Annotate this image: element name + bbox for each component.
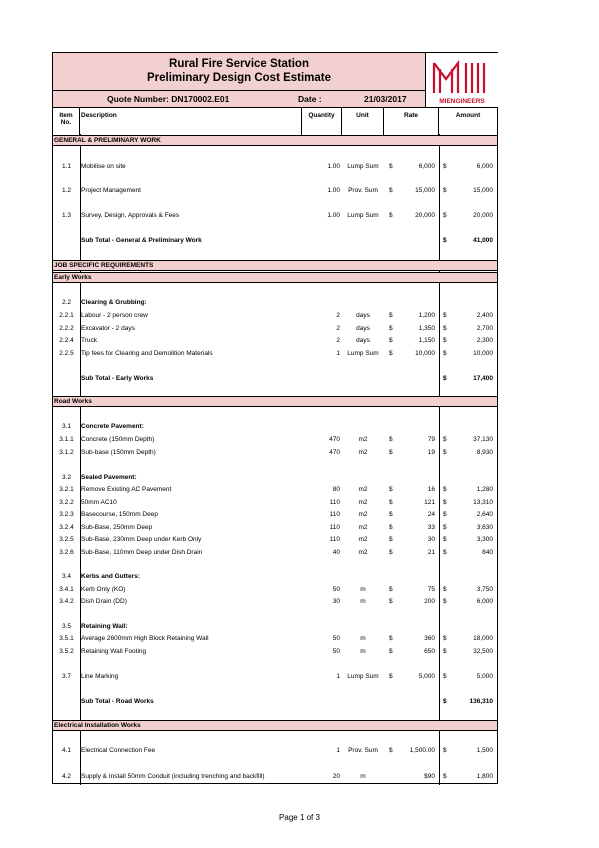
item-quantity: 2 — [336, 312, 340, 319]
subtotal-row — [53, 373, 497, 385]
table-row — [53, 472, 497, 484]
item-number: 3.1 — [61, 423, 72, 430]
item-amount: 41,000 — [473, 237, 493, 244]
item-unit: m2 — [358, 499, 368, 506]
item-rate: 6,000 — [418, 163, 435, 170]
amount-currency: $ — [443, 511, 447, 518]
item-quantity: 80 — [332, 486, 340, 493]
item-description: Average 2600mm High Block Retaining Wall — [81, 635, 209, 642]
item-quantity: 110 — [329, 524, 340, 531]
item-quantity: 50 — [332, 635, 340, 642]
subtotal-row — [53, 235, 497, 247]
item-number: 3.2.2 — [59, 499, 74, 506]
item-number: 1.2 — [61, 187, 72, 194]
rate-currency: $ — [389, 436, 393, 443]
rate-currency: $ — [389, 486, 393, 493]
item-unit: m2 — [358, 436, 368, 443]
rate-currency: $ — [389, 312, 393, 319]
item-description: Kerb Only (KO) — [81, 586, 126, 593]
col-item-label-2: No. — [60, 119, 72, 126]
rate-currency: $ — [389, 511, 393, 518]
item-number: 3.4.2 — [59, 598, 74, 605]
item-number: 4.2 — [61, 773, 72, 780]
item-description: Sub Total - General & Preliminary Work — [81, 237, 202, 244]
item-description: Retaining Wall: — [81, 623, 128, 630]
item-quantity: 30 — [332, 598, 340, 605]
item-description: Clearing & Grubbing: — [81, 299, 147, 306]
item-description: Electrical Connection Fee — [81, 747, 156, 754]
item-number: 3.2.3 — [59, 511, 74, 518]
item-description: Retaining Wall Footing — [81, 648, 147, 655]
date-value: 21/03/2017 — [364, 94, 407, 104]
item-amount: 1,500 — [476, 747, 493, 754]
quote-number: Quote Number: DN170002.E01 — [107, 94, 230, 104]
item-number: 1.1 — [61, 163, 72, 170]
item-unit: days — [356, 337, 370, 344]
amount-currency: $ — [443, 237, 447, 244]
item-unit: days — [356, 312, 370, 319]
table-row — [53, 185, 497, 197]
item-rate: 200 — [424, 598, 435, 605]
logo-mark-icon — [426, 53, 498, 107]
table-row — [53, 671, 497, 683]
item-number: 3.5.2 — [59, 648, 74, 655]
rate-currency: $ — [389, 449, 393, 456]
item-amount: 1,800 — [476, 773, 493, 780]
amount-currency: $ — [443, 312, 447, 319]
section-early-works: Early Works — [53, 272, 497, 283]
item-quantity: 110 — [329, 536, 340, 543]
item-rate: 19 — [427, 449, 435, 456]
rate-currency: $ — [389, 648, 393, 655]
item-description: Sub Total - Early Works — [81, 375, 154, 382]
item-number: 3.4.1 — [59, 586, 74, 593]
quote-bar — [53, 90, 425, 108]
rate-currency: $ — [389, 212, 393, 219]
rate-currency: $ — [389, 524, 393, 531]
item-description: Mobilise on site — [81, 163, 126, 170]
item-number: 3.5 — [61, 623, 72, 630]
item-description: Survey, Design, Approvals & Fees — [81, 212, 180, 219]
item-amount: 2,400 — [476, 312, 493, 319]
table-row — [53, 210, 497, 222]
item-amount: 6,000 — [476, 598, 493, 605]
item-description: Kerbs and Gutters: — [81, 573, 140, 580]
table-row — [53, 745, 497, 757]
col-rate: Rate — [384, 108, 439, 135]
item-quantity: 1.00 — [327, 212, 340, 219]
table-row — [53, 335, 497, 347]
rate-currency: $ — [389, 163, 393, 170]
item-unit: m2 — [358, 536, 368, 543]
item-quantity: 1.00 — [327, 187, 340, 194]
item-unit: Lump Sum — [347, 212, 379, 219]
table-row — [53, 534, 497, 546]
item-description: Labour - 2 person crew — [81, 312, 148, 319]
table-row — [53, 348, 497, 360]
item-quantity: 50 — [332, 648, 340, 655]
logo-text: MIENGINEERS — [439, 98, 485, 105]
table-row — [53, 596, 497, 608]
amount-currency: $ — [443, 163, 447, 170]
table-row — [53, 509, 497, 521]
item-rate: 21 — [427, 549, 435, 556]
table-row — [53, 584, 497, 596]
item-unit: m — [360, 635, 366, 642]
item-description: Sub-Base, 250mm Deep — [81, 524, 153, 531]
amount-currency: $ — [443, 325, 447, 332]
amount-currency: $ — [443, 375, 447, 382]
amount-currency: $ — [443, 499, 447, 506]
amount-currency: $ — [443, 698, 447, 705]
item-description: Excavator - 2 days — [81, 325, 135, 332]
item-amount: 1,280 — [476, 486, 493, 493]
amount-currency: $ — [443, 350, 447, 357]
table-row — [53, 161, 497, 173]
item-description: Dish Drain (DD) — [81, 598, 127, 605]
item-unit: Lump Sum — [347, 673, 379, 680]
amount-currency: $ — [443, 648, 447, 655]
col-divider — [439, 134, 440, 785]
item-unit: days — [356, 325, 370, 332]
item-rate: 1,500.00 — [409, 747, 435, 754]
item-quantity: 110 — [329, 499, 340, 506]
amount-currency: $ — [443, 486, 447, 493]
section-job-specific: JOB SPECIFIC REQUIREMENTS — [53, 260, 497, 271]
item-amount: 37,130 — [473, 436, 493, 443]
item-number: 3.2.5 — [59, 536, 74, 543]
estimate-sheet — [52, 52, 498, 784]
item-rate: 360 — [424, 635, 435, 642]
item-number: 3.2.4 — [59, 524, 74, 531]
item-description: Sub-base (150mm Depth) — [81, 449, 156, 456]
table-row — [53, 771, 497, 783]
section-electrical: Electrical Installation Works — [53, 720, 497, 731]
rate-currency: $ — [389, 187, 393, 194]
item-amount: 2,640 — [476, 511, 493, 518]
item-unit: m2 — [358, 524, 368, 531]
item-description: Basecourse, 150mm Deep — [81, 511, 158, 518]
item-number: 3.2.1 — [59, 486, 74, 493]
item-rate: 24 — [427, 511, 435, 518]
rate-currency: $ — [389, 337, 393, 344]
amount-currency: $ — [443, 449, 447, 456]
item-amount: 3,630 — [476, 524, 493, 531]
table-row — [53, 421, 497, 433]
item-quantity: 50 — [332, 586, 340, 593]
rate-currency: $ — [389, 325, 393, 332]
item-description: Truck — [81, 337, 98, 344]
col-amount: Amount — [455, 112, 481, 119]
table-row — [53, 297, 497, 309]
item-unit: m2 — [358, 449, 368, 456]
amount-currency: $ — [443, 524, 447, 531]
item-number: 3.1.1 — [59, 436, 74, 443]
rate-currency: $ — [389, 598, 393, 605]
table-row — [53, 522, 497, 534]
item-unit: Prov. Sum — [348, 187, 378, 194]
item-rate: 30 — [427, 536, 435, 543]
item-number: 3.7 — [61, 673, 72, 680]
item-number: 2.2.2 — [59, 325, 74, 332]
item-number: 3.4 — [61, 573, 72, 580]
item-unit: Prov. Sum — [348, 747, 378, 754]
item-rate: 5,000 — [418, 673, 435, 680]
item-quantity: 1 — [336, 350, 340, 357]
item-rate: 1,200 — [418, 312, 435, 319]
amount-currency: $ — [443, 436, 447, 443]
amount-currency: $ — [443, 673, 447, 680]
item-rate: 15,000 — [415, 187, 435, 194]
rate-currency: $ — [389, 499, 393, 506]
item-description: Sub-Base, 230mm Deep under Kerb Only — [81, 536, 202, 543]
item-description: Sub Total - Road Works — [81, 698, 154, 705]
table-row — [53, 497, 497, 509]
item-unit: m2 — [358, 511, 368, 518]
item-rate: 1,150 — [418, 337, 435, 344]
item-amount: 2,300 — [476, 337, 493, 344]
item-quantity: 1 — [336, 673, 340, 680]
item-number: 3.2 — [61, 474, 72, 481]
rate-currency: $ — [389, 635, 393, 642]
item-amount: 20,000 — [473, 212, 493, 219]
col-item-label: Item — [59, 112, 73, 119]
item-number: 2.2.4 — [59, 337, 74, 344]
item-description: 50mm AC10 — [81, 499, 117, 506]
item-amount: 3,750 — [476, 586, 493, 593]
item-unit: m — [360, 598, 366, 605]
title-block — [53, 53, 425, 90]
company-logo — [425, 53, 498, 107]
table-row — [53, 323, 497, 335]
item-description: Concrete (150mm Depth) — [81, 436, 155, 443]
item-quantity: 2 — [336, 337, 340, 344]
title-line-2: Preliminary Design Cost Estimate — [146, 72, 332, 84]
table-row — [53, 633, 497, 645]
amount-currency: $ — [443, 337, 447, 344]
item-unit: Lump Sum — [347, 350, 379, 357]
item-rate: 33 — [427, 524, 435, 531]
item-rate: 16 — [427, 486, 435, 493]
item-amount: 3,300 — [476, 536, 493, 543]
item-rate: 10,000 — [415, 350, 435, 357]
col-unit: Unit — [342, 108, 384, 135]
item-amount: 2,700 — [476, 325, 493, 332]
rate-currency: $ — [389, 586, 393, 593]
item-amount: 136,310 — [469, 698, 493, 705]
item-number: 2.2 — [61, 299, 72, 306]
item-rate: 20,000 — [415, 212, 435, 219]
item-description: Remove Existing AC Pavement — [81, 486, 172, 493]
item-quantity: 40 — [332, 549, 340, 556]
amount-currency: $ — [443, 773, 447, 780]
item-number: 3.2.6 — [59, 549, 74, 556]
date-label: Date : — [298, 94, 322, 104]
item-amount: 18,000 — [473, 635, 493, 642]
item-description: Concrete Pavement: — [81, 423, 144, 430]
rate-currency: $ — [389, 747, 393, 754]
item-amount: 5,000 — [476, 673, 493, 680]
item-number: 2.2.5 — [59, 350, 74, 357]
item-unit: m2 — [358, 549, 368, 556]
table-row — [53, 571, 497, 583]
item-number: 2.2.1 — [59, 312, 74, 319]
item-number: 1.3 — [61, 212, 72, 219]
amount-currency: $ — [443, 212, 447, 219]
item-description: Tip fees for Clearing and Demolition Materials — [81, 350, 213, 357]
table-row — [53, 484, 497, 496]
col-description: Description — [80, 108, 302, 135]
item-quantity: 20 — [332, 773, 340, 780]
col-item — [53, 108, 80, 135]
col-divider — [80, 134, 81, 785]
item-amount: 840 — [482, 549, 493, 556]
item-rate: 79 — [427, 436, 435, 443]
item-unit: m — [360, 773, 366, 780]
item-quantity: 470 — [329, 449, 340, 456]
table-row — [53, 434, 497, 446]
amount-currency: $ — [443, 586, 447, 593]
item-rate: 650 — [424, 648, 435, 655]
amount-currency: $ — [443, 187, 447, 194]
item-unit: Lump Sum — [347, 163, 379, 170]
item-unit: m2 — [358, 486, 368, 493]
table-row — [53, 447, 497, 459]
rate-currency: $ — [389, 350, 393, 357]
item-amount: 10,000 — [473, 350, 493, 357]
item-quantity: 2 — [336, 325, 340, 332]
item-number: 3.5.1 — [59, 635, 74, 642]
item-quantity: 110 — [329, 511, 340, 518]
column-headers — [53, 107, 497, 136]
amount-currency: $ — [443, 635, 447, 642]
table-row — [53, 310, 497, 322]
amount-currency: $ — [443, 536, 447, 543]
rate-currency: $ — [389, 673, 393, 680]
table-row — [53, 621, 497, 633]
rate-currency: $ — [389, 549, 393, 556]
item-rate: 75 — [427, 586, 435, 593]
table-row — [53, 547, 497, 559]
item-number: 3.1.2 — [59, 449, 74, 456]
amount-currency: $ — [443, 598, 447, 605]
title-line-1: Rural Fire Service Station — [169, 58, 309, 70]
item-amount: 17,400 — [473, 375, 493, 382]
subtotal-row — [53, 696, 497, 708]
item-description: Supply & Install 50mm Conduit (including trenching and backfill) — [81, 773, 265, 780]
item-number: 4.1 — [61, 747, 72, 754]
section-general: GENERAL & PRELIMINARY WORK — [53, 135, 497, 146]
section-road-works: Road Works — [53, 396, 497, 407]
item-amount: 13,310 — [473, 499, 493, 506]
item-unit: m — [360, 586, 366, 593]
item-amount: 15,000 — [473, 187, 493, 194]
item-rate: 1,350 — [418, 325, 435, 332]
table-row — [53, 646, 497, 658]
rate-currency: $ — [389, 536, 393, 543]
item-unit: m — [360, 648, 366, 655]
item-amount: 6,000 — [476, 163, 493, 170]
item-amount: 8,930 — [476, 449, 493, 456]
item-description: Sealed Pavement: — [81, 474, 137, 481]
item-rate: $90 — [424, 773, 435, 780]
item-amount: 32,500 — [473, 648, 493, 655]
item-description: Line Marking — [81, 673, 119, 680]
col-quantity: Quantity — [302, 108, 342, 135]
item-rate: 121 — [424, 499, 435, 506]
amount-currency: $ — [443, 747, 447, 754]
item-description: Sub-Base, 110mm Deep under Dish Drain — [81, 549, 203, 556]
item-quantity: 1 — [336, 747, 340, 754]
amount-currency: $ — [443, 549, 447, 556]
page-number: Page 1 of 3 — [279, 813, 320, 822]
item-description: Project Management — [81, 187, 141, 194]
item-quantity: 1.00 — [327, 163, 340, 170]
item-quantity: 470 — [329, 436, 340, 443]
